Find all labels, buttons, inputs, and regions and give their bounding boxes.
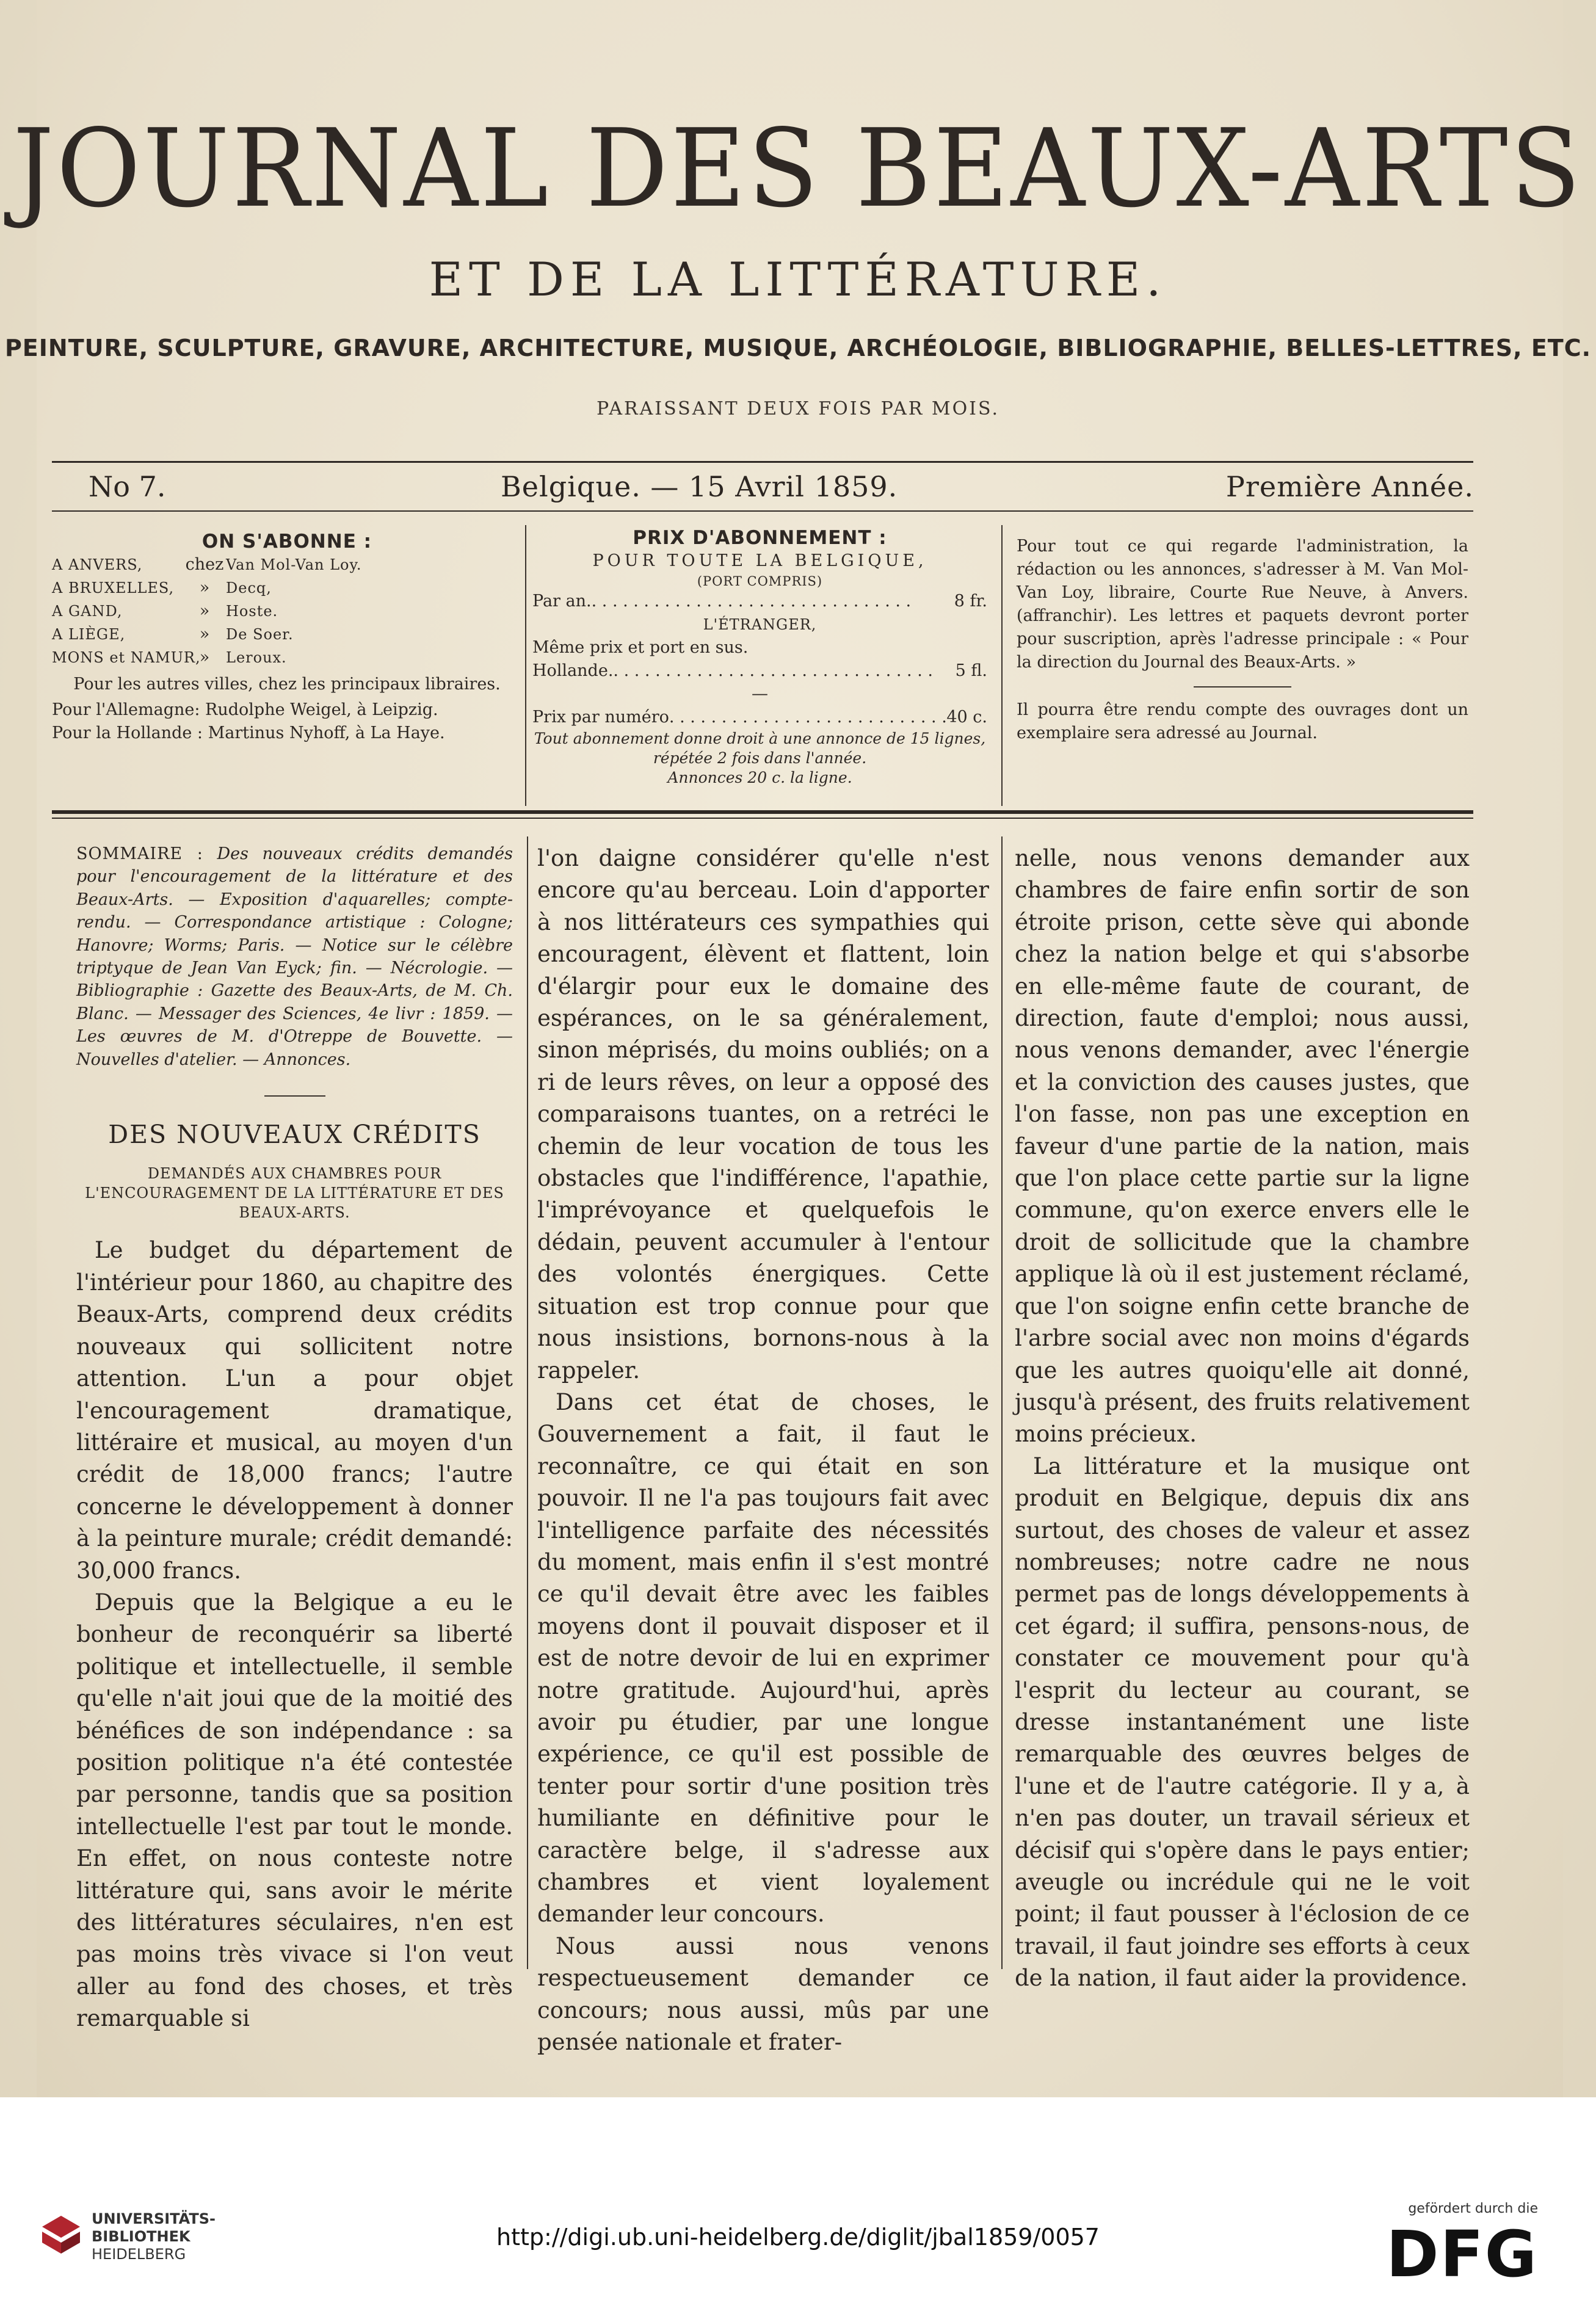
agent-mark: »: [199, 648, 210, 667]
section-rule: [264, 1095, 325, 1097]
price-label: Hollande.: [532, 661, 614, 680]
ad-note: Tout abonnement donne droit à une annonce de 15 lignes, répétée 2 fois dans l'année.: [534, 730, 986, 767]
subscribe-heading: ON S'ABONNE :: [201, 531, 372, 553]
agent-name: De Soer.: [226, 626, 294, 643]
review-note: Il pourra être rendu compte des ouvrages dont un exemplaire sera adressé au Journal.: [1017, 700, 1468, 742]
footer-bar: [0, 2097, 1596, 2311]
library-line: BIBLIOTHEK: [92, 2228, 190, 2245]
agent-row: [52, 600, 522, 623]
foreign-note: Même prix et port en sus.: [532, 638, 749, 657]
subscribe-box: [52, 530, 522, 745]
paragraph: Le budget du département de l'intérieur pour 1860, au chapitre des Beaux-Arts, comprend deux crédits nouveaux qui sollicitent notre attention. L'un a pour objet l'encouragement dramatique, littéraire et musical, au moyen d'un crédit de 18,000 francs; l'autre concerne le développement à donner à la peinture murale; crédit demandé: 30,000 francs.: [76, 1237, 513, 1584]
price-value: 5 fl.: [955, 661, 987, 680]
agent-row: [52, 646, 522, 669]
sommaire: [76, 843, 513, 1071]
bleed-through-right: [1563, 0, 1596, 2097]
price-label: Par an.: [532, 592, 592, 611]
column-divider: [527, 836, 528, 1969]
agent-city: MONS et NAMUR,: [52, 649, 201, 666]
periodicity: PARAISSANT DEUX FOIS PAR MOIS.: [596, 398, 1000, 419]
column-2: [537, 843, 989, 2058]
column-divider: [1001, 836, 1003, 1969]
journal-rubric: PEINTURE, SCULPTURE, GRAVURE, ARCHITECTURE, MUSIQUE, ARCHÉOLOGIE, BIBLIOGRAPHIE, BELLES-LETTRES, ETC.: [4, 335, 1592, 361]
agent-name: Van Mol-Van Loy.: [226, 556, 362, 573]
price-holland-row: [532, 659, 987, 683]
admin-box: [1017, 535, 1468, 745]
agent-mark: chez: [185, 555, 224, 574]
agent-name: Decq,: [226, 579, 272, 597]
agent-name: Hoste.: [226, 603, 278, 620]
bleed-through-left: [0, 0, 37, 2097]
postage-note: (PORT COMPRIS): [697, 574, 823, 589]
permalink-url[interactable]: http://digi.ub.uni-heidelberg.de/diglit/jbal1859/0057: [496, 2224, 1100, 2251]
issue-date: Belgique. — 15 Avril 1859.: [501, 470, 898, 503]
article-subtitle: DEMANDÉS AUX CHAMBRES POUR L'ENCOURAGEMENT DE LA LITTÉRATURE ET DES BEAUX-ARTS.: [85, 1165, 504, 1222]
agent-mark: »: [199, 578, 210, 597]
paragraph: Dans cet état de choses, le Gouvernement a fait, il faut le reconnaître, ce qui était en son pouvoir. Il ne l'a pas toujours fait avec l'intelligence parfaite des nécessités du moment, mais enfin il s'est montré ce qu'il devait être avec les faibles moyens dont il pouvait disposer et il est de notre devoir de lui en exprimer notre gratitude. Aujourd'hui, après avoir pu étudier, par une longue expérience, ce qu'il est possible de tenter pour sortir d'une position très humiliante en définitive pour le caractère belge, il s'adresse aux chambres et vient loyalement demander leur concours.: [537, 1388, 989, 1928]
library-line: UNIVERSITÄTS-: [92, 2210, 216, 2227]
rule-top: [52, 461, 1473, 463]
funded-by-label: gefördert durch die: [1408, 2201, 1538, 2216]
box-divider: [525, 525, 526, 806]
prices-heading: PRIX D'ABONNEMENT :: [633, 527, 887, 549]
agent-row: [52, 553, 522, 576]
admin-rule: [1194, 686, 1291, 687]
rule-thin: [52, 818, 1473, 819]
price-label: Prix par numéro: [532, 708, 669, 727]
paragraph: La littérature et la musique ont produit en Belgique, depuis dix ans surtout, des choses de valeur et assez nombreuses; notre cadre ne nous permet pas de longs développements à cet égard; il suffira, pensons-nous, de constater ce mouvement pour qu'à l'esprit du lecteur au courant, se dresse instantanément une liste remarquable des œuvres belges de l'une et de l'autre catégorie. Il y a, à n'en pas douter, un travail sérieux et décisif qui s'opère dans le pays entier; aveugle ou incrédule qui ne le voit point; il faut pousser à l'éclosion de ce travail, il faut joindre ses efforts à ceux de la nation, il faut aider la providence.: [1015, 1453, 1470, 1992]
ad-price-note: Annonces 20 c. la ligne.: [667, 769, 852, 786]
foreign-heading: L'ÉTRANGER,: [703, 616, 817, 633]
paragraph: nelle, nous venons demander aux chambres de faire enfin sortir de son étroite prison, cette sève qui abonde chez la nation belge et qui s'absorbe en elle-même faute de courant, de direction, faute d'emploi; nous aussi, nous venons demander, avec l'énergie et la conviction des causes justes, que l'on fasse, non pas une exception en faveur d'une partie de la nation, mais que l'on place cette partie sur la ligne commune, qu'on exerce envers elle le droit de sollicitude que la chambre applique là où il est justement réclamé, que l'on soigne enfin cette branche de l'arbre social avec non moins d'égards que les autres quoiqu'elle ait donné, jusqu'à présent, des fruits relativement moins précieux.: [1015, 845, 1470, 1448]
dfg-logo: DFG: [1386, 2217, 1538, 2291]
issue-number: No 7.: [89, 470, 166, 503]
column-3: [1015, 843, 1470, 1995]
box-divider: [1001, 525, 1003, 806]
agent-row: [52, 576, 522, 600]
price-issue-row: [532, 706, 987, 729]
journal-title: JOURNAL DES BEAUX-ARTS: [13, 106, 1583, 231]
issue-year: Première Année.: [1225, 470, 1474, 503]
column-1: [76, 843, 513, 2035]
price-dash: —: [752, 684, 768, 703]
article-title: DES NOUVEAUX CRÉDITS: [108, 1120, 481, 1150]
agent-name: Leroux.: [226, 649, 287, 666]
price-value: 40 c.: [946, 708, 987, 727]
rule-thick: [52, 810, 1473, 814]
admin-text: Pour tout ce qui regarde l'administration, la rédaction ou les annonces, s'adresser à M. Van Mol-Van Loy, libraire, Courte Rue Neuve, à Anvers. (affranchir). Les lettres et paquets devront porter pour suscription, après l'adresse principale : « Pour la direction du Journal des Beaux-Arts. »: [1017, 537, 1468, 672]
belgium-heading: POUR TOUTE LA BELGIQUE,: [592, 551, 927, 570]
agent-mark: »: [199, 625, 210, 644]
agent-city: A BRUXELLES,: [52, 579, 175, 597]
agent-city: A ANVERS,: [52, 556, 143, 573]
holland-agent: Pour la Hollande : Martinus Nyhoff, à La Haye.: [52, 724, 445, 742]
library-line: HEIDELBERG: [92, 2246, 186, 2263]
price-value: 8 fr.: [954, 592, 987, 611]
prices-box: [532, 526, 987, 788]
sommaire-text: Des nouveaux crédits demandés pour l'encouragement de la littérature et des Beaux-Arts. — Exposition d'aquarelles; compte-rendu. — Correspondance artistique : Cologne; Hanovre; Worms; Paris. — Notice sur le célèbre triptyque de Jean Van Eyck; fin. — Nécrologie. — Bibliographie : Gazette des Beaux-Arts, de M. Ch. Blanc. — Messager des Sciences, 4e livr : 1859. — Les œuvres de M. d'Otreppe de Bouvette. — Nouvelles d'atelier. — Annonces.: [76, 844, 513, 1069]
price-year-row: [532, 590, 987, 613]
paragraph: l'on daigne considérer qu'elle n'est encore qu'au berceau. Loin d'apporter à nos littérateurs ces sympathies qui encouragent, élèvent et flattent, loin d'élargir pour eux le domaine des espérances, on le sa généralement, sinon méprisés, du moins oubliés; on a ri de leurs rêves, on leur a opposé des comparaisons tuantes, on a retréci le chemin de leur vocation de tous les obstacles que l'indifférence, l'apathie, l'imprévoyance et quelquefois le dédain, peuvent accumuler à l'entour des volontés énergiques. Cette situation est trop connue pour que nous insistions, bornons-nous à la rappeler.: [537, 845, 989, 1384]
paragraph: Depuis que la Belgique a eu le bonheur de reconquérir sa liberté politique et intellectuelle, il semble qu'elle n'ait joui que de la moitié des bénéfices de son indépendance : sa position politique n'a été contestée par personne, tandis que sa position intellectuelle l'est par tout le monde. En effet, on nous conteste notre littérature qui, sans avoir le mérite des littératures séculaires, n'en est pas moins très vivace si l'on veut aller au fond des choses, et très remarquable si: [76, 1589, 513, 2032]
sommaire-label: SOMMAIRE :: [76, 844, 203, 863]
agent-city: A LIÈGE,: [52, 626, 126, 643]
other-cities: Pour les autres villes, chez les principaux libraires.: [73, 675, 501, 694]
journal-subtitle: ET DE LA LITTÉRATURE.: [429, 252, 1167, 307]
germany-agent: Pour l'Allemagne: Rudolphe Weigel, à Leipzig.: [52, 700, 438, 719]
agent-mark: »: [199, 601, 210, 620]
rule-mid: [52, 510, 1473, 512]
agent-city: A GAND,: [52, 603, 123, 620]
agent-row: [52, 623, 522, 646]
paragraph: Nous aussi nous venons respectueusement demander ce concours; nous aussi, mûs par une pensée nationale et frater-: [537, 1932, 989, 2056]
